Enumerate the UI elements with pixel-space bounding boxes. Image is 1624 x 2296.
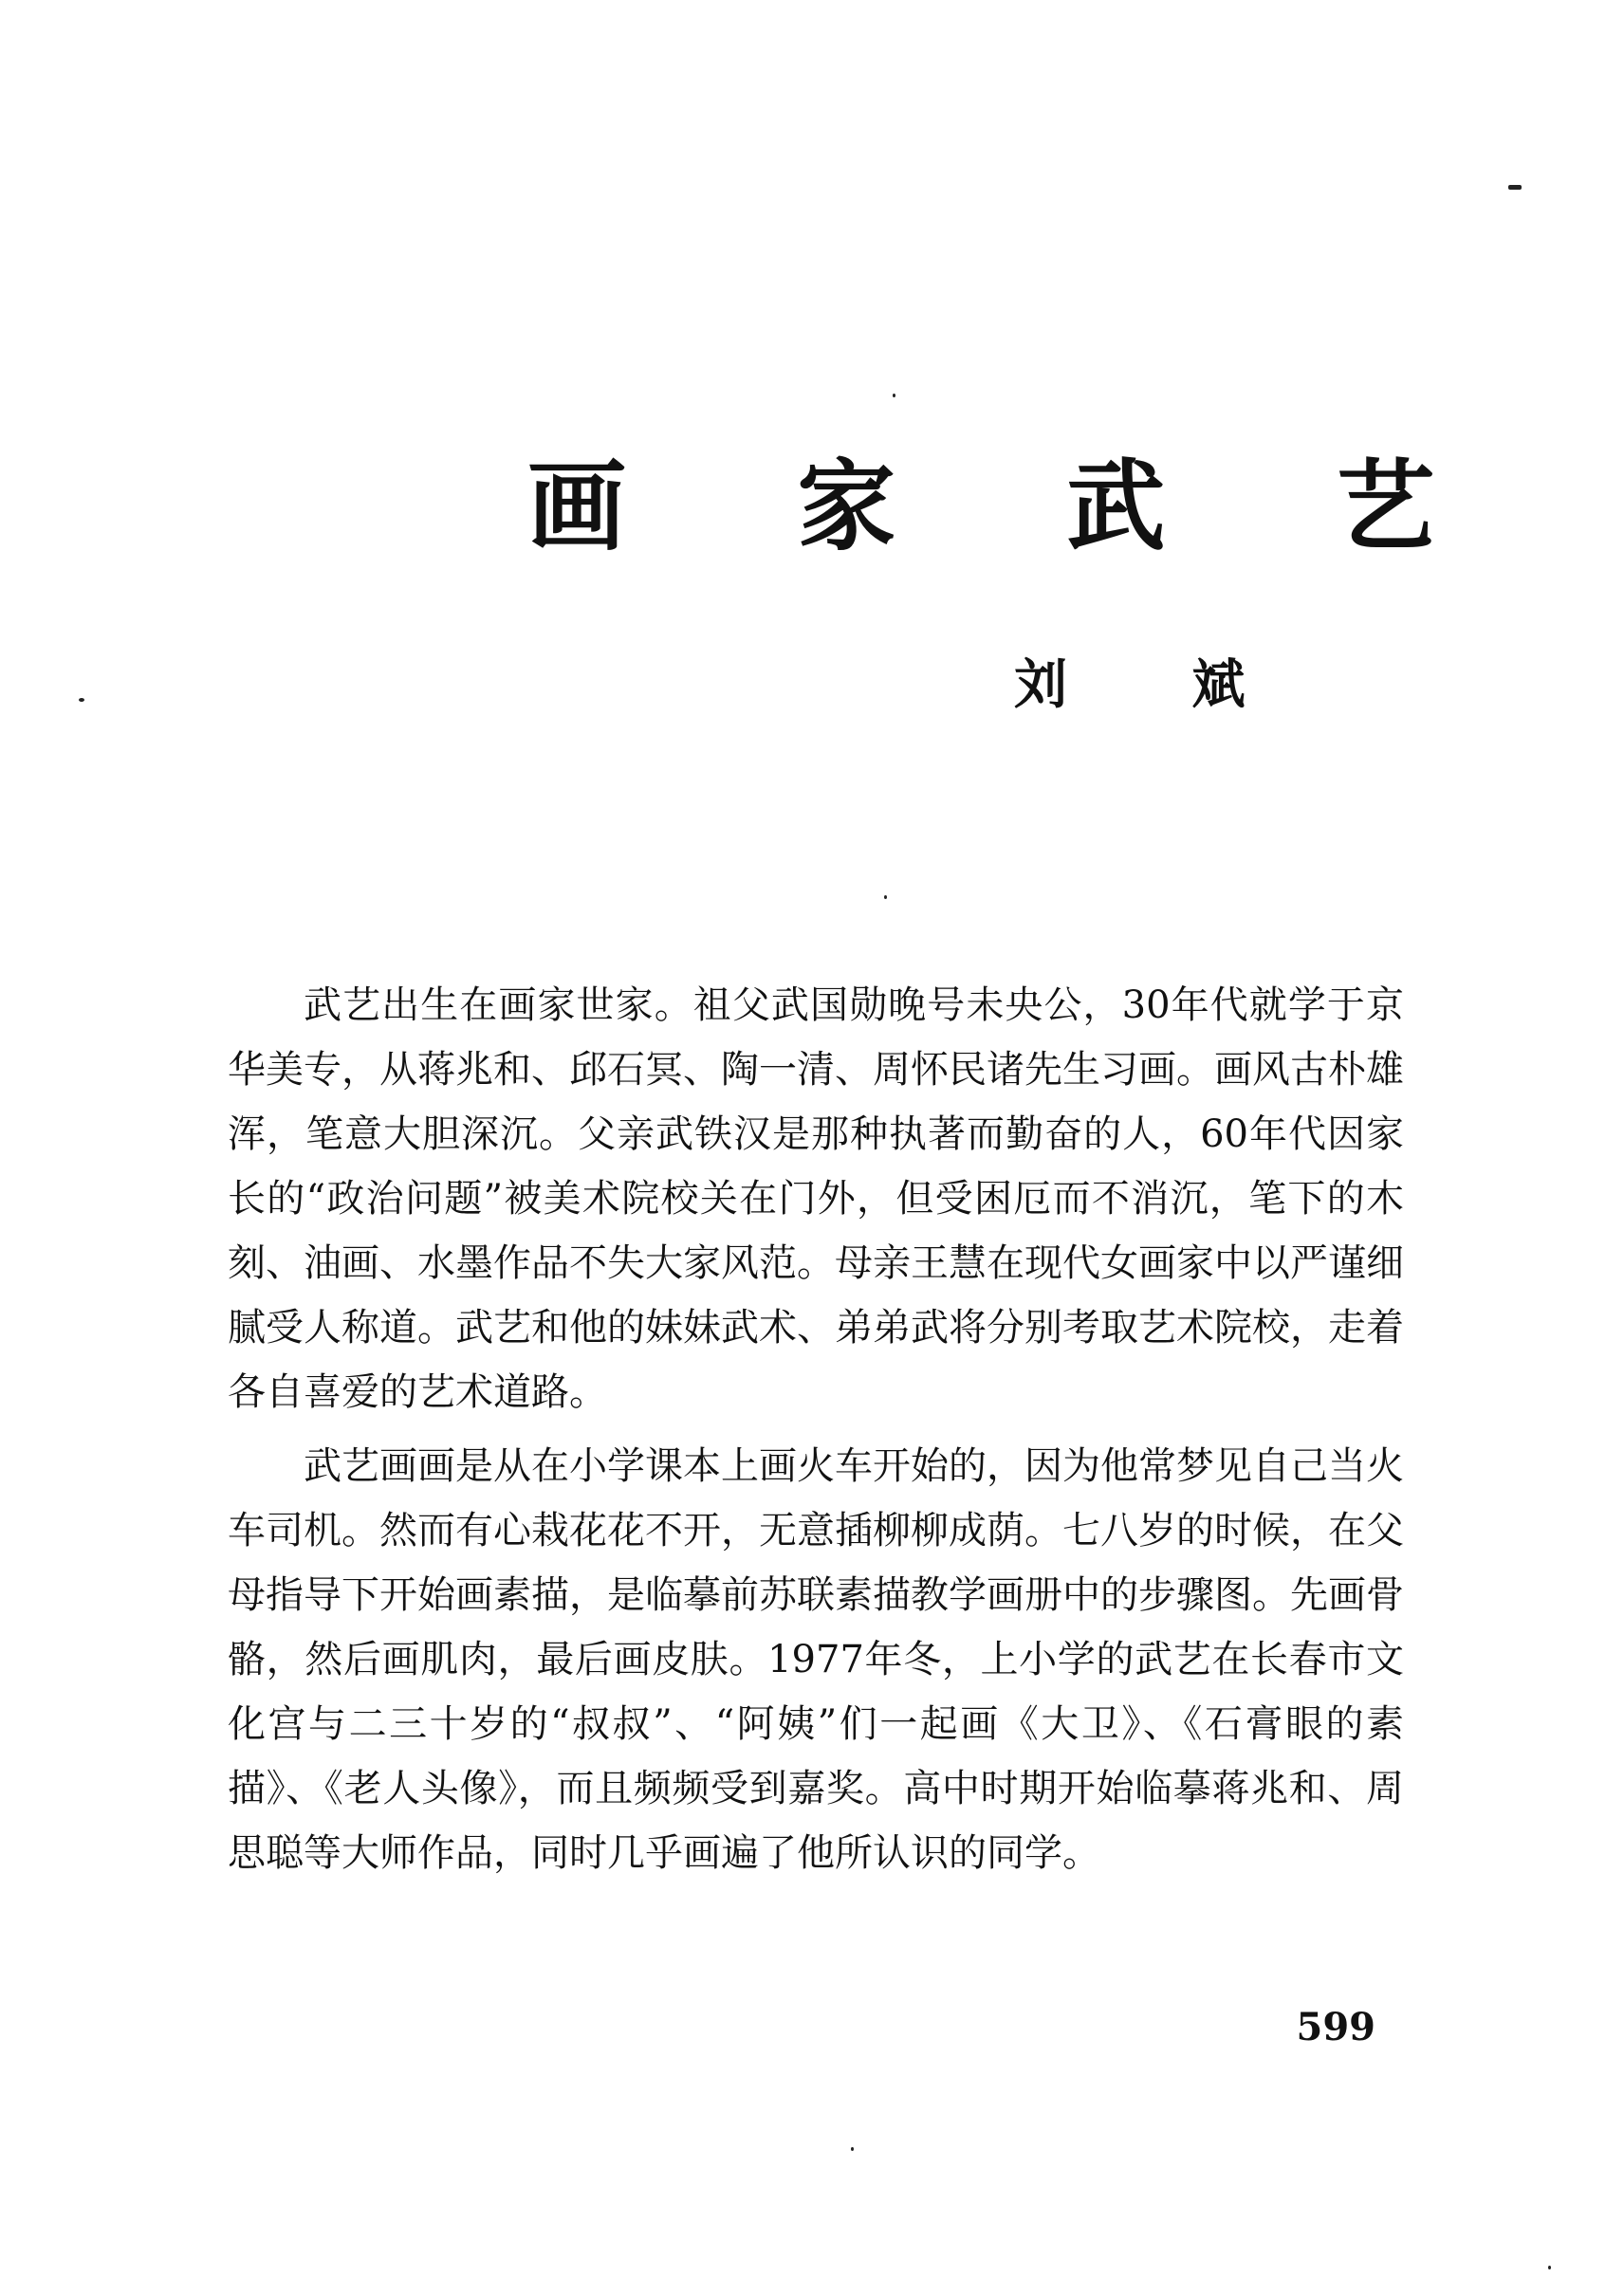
scan-speck <box>1548 2266 1551 2269</box>
scan-speck <box>893 394 895 397</box>
scan-speck <box>1508 185 1522 190</box>
author-name: 刘 斌 <box>1014 653 1299 716</box>
scan-speck <box>851 2147 854 2151</box>
body-paragraph-2: 武艺画画是从在小学课本上画火车开始的，因为他常梦见自己当火车司机。然而有心栽花花不开，无意插柳柳成荫。七八岁的时候，在父母指导下开始画素描，是临摹前苏联素描教学画册中的步骤图。先画骨骼，然后画肌肉，最后画皮肤。1977年冬，上小学的武艺在长春市文化宫与二三十岁的“叔叔”、“阿姨”们一起画《大卫》、《石膏眼的素描》、《老人头像》，而且频频受到嘉奖。高中时期开始临摹蒋兆和、周思聪等大师作品，同时几乎画遍了他所认识的同学。 <box>228 1444 1404 1875</box>
page-number: 599 <box>1296 2005 1375 2049</box>
scan-speck <box>884 895 887 899</box>
body-paragraph-1: 武艺出生在画家世家。祖父武国勋晚号未央公，30年代就学于京华美专，从蒋兆和、邱石冥、陶一清、周怀民诸先生习画。画风古朴雄浑，笔意大胆深沉。父亲武铁汉是那种执著而勤奋的人，60年代因家长的“政治问题”被美术院校关在门外，但受困厄而不消沉，笔下的木刻、油画、水墨作品不失大家风范。母亲王慧在现代女画家中以严谨细腻受人称道。武艺和他的妹妹武术、弟弟武将分别考取艺术院校，走着各自喜爱的艺术道路。 <box>228 983 1404 1414</box>
article-body <box>228 973 1404 1885</box>
scan-speck <box>79 698 84 702</box>
article-title: 画 家 武 艺 <box>527 448 1504 564</box>
